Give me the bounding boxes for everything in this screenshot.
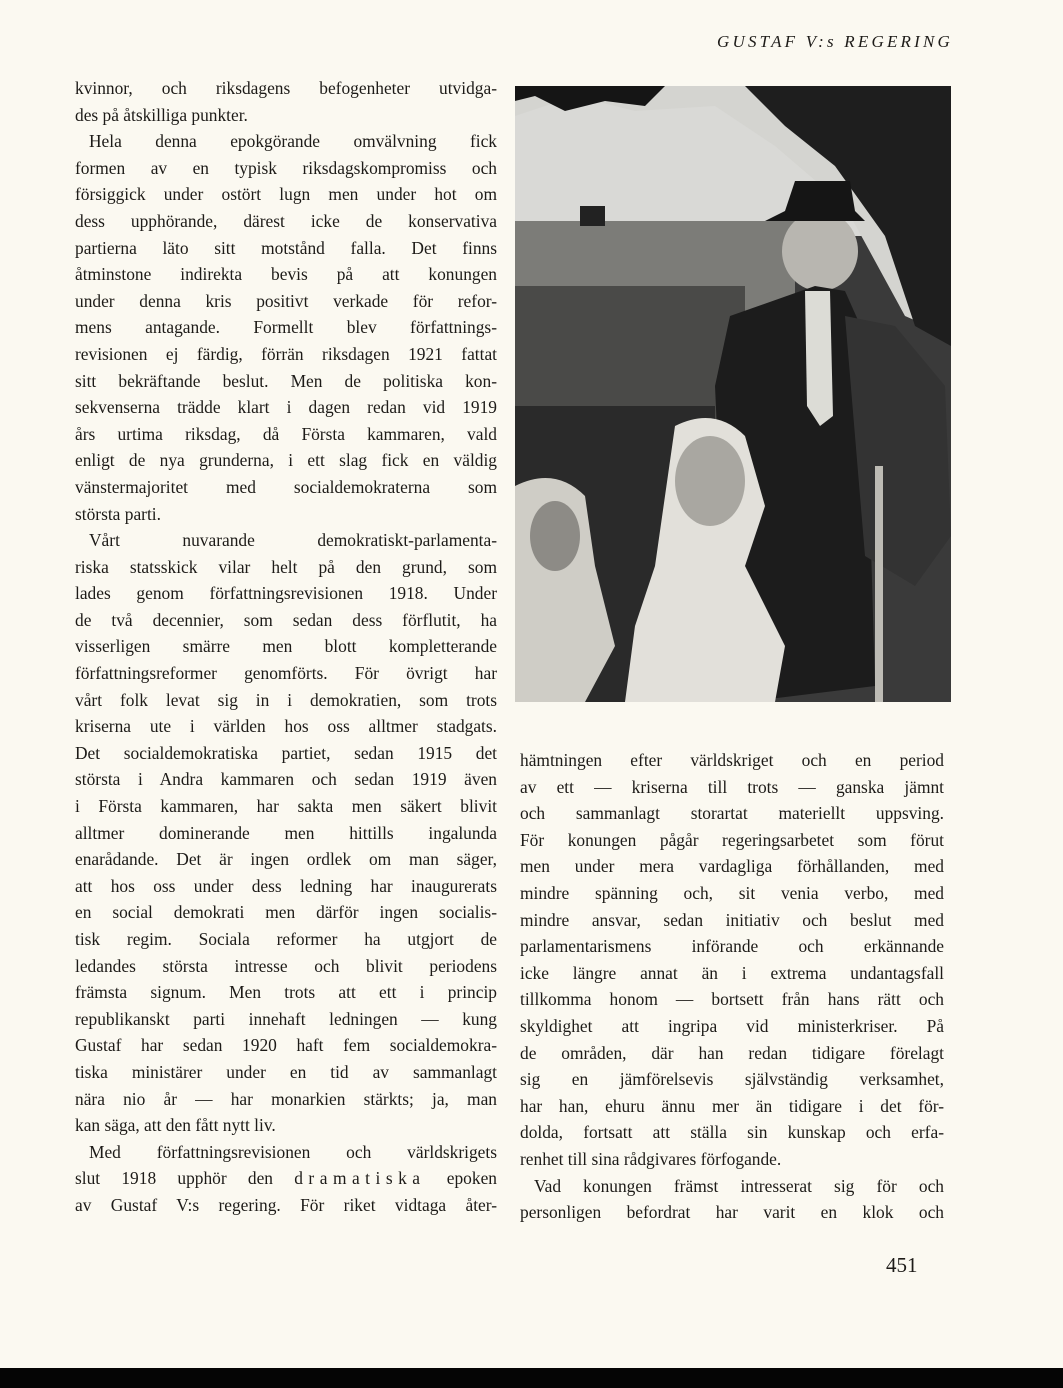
text-line: lades genom författningsrevisionen 1918. Under [75,583,497,604]
right-text-column [520,747,944,1226]
text-line: skyldighet att ingripa vid ministerkriser. På [520,1015,944,1036]
text-line: personligen befordrat har varit en klok och [520,1202,944,1223]
text-line: men under mera vardagliga förhållanden, med [520,856,944,877]
text-line: enligt de nya grunderna, i ett slag fick en väldig [75,450,497,471]
text-line: revisionen ej färdig, förrän riksdagen 1921 fattat [75,343,497,364]
text-line: sekvenserna trädde klart i dagen redan vid 1919 [75,397,497,418]
text-line: alltmer dominerande men hittills ingalunda [75,822,497,843]
text-line: och sammanlagt storartat materiellt uppsving. [520,803,944,824]
text-line: sig en jämförelsevis självständig verksamhet, [520,1069,944,1090]
text-line: des på åtskilliga punkter. [75,104,248,125]
text-line: tillkomma honom — bortsett från hans rätt och [520,989,944,1010]
text-line: försiggick under ostört lugn men under hot om [75,184,497,205]
text-line: kan säga, att den fått nytt liv. [75,1115,276,1136]
text-line: formen av en typisk riksdagskompromiss och [75,157,497,178]
text-line: under denna kris positivt verkade för refor- [75,290,497,311]
text-line: Det socialdemokratiska partiet, sedan 1915 det [75,742,497,763]
text-line: Vårt nuvarande demokratiskt-parlamenta- [89,530,497,551]
text-line: För konungen pågår regeringsarbetet som förut [520,829,944,850]
text-line: de två decennier, som sedan dess förflutit, ha [75,609,497,630]
text-line: partierna läto sitt motstånd falla. Det finns [75,237,497,258]
text-line: av Gustaf V:s regering. För riket vidtaga åter- [75,1194,497,1215]
text-line: kvinnor, och riksdagens befogenheter utvidga- [75,78,497,98]
text-fragment: epoken [425,1168,497,1189]
text-line: mindre spänning och, sit venia verbo, med [520,882,944,903]
text-line: författningsreformer genomförts. För övrigt har [75,663,497,684]
text-line: mindre ansvar, sedan initiativ och beslut med [520,909,944,930]
text-line: vårt folk levat sig in i demokratien, som trots [75,689,497,710]
text-line: Gustaf har sedan 1920 haft fem socialdemokra- [75,1035,497,1056]
text-line: kriserna ute i världen hos oss alltmer stadgats. [75,716,497,737]
running-head: GUSTAF V:s REGERING [717,32,953,51]
photograph-king-with-children [515,86,951,702]
text-line: ledandes största intresse och blivit periodens [75,955,497,976]
text-line: renhet till sina rådgivares förfogande. [520,1148,782,1169]
text-line: Vad konungen främst intresserat sig för och [534,1175,944,1196]
text-line: republikanskt parti innehaft ledningen — kung [75,1008,497,1029]
text-line: mens antagande. Formellt blev författnings- [75,317,497,338]
text-line: hämtningen efter världskriget och en period [520,750,944,770]
text-line: sitt bekräftande beslut. Men de politiska kon- [75,370,497,391]
text-line: riska statsskick vilar helt på den grund, som [75,556,497,577]
text-line: års urtima riksdag, då Första kammaren, vald [75,423,497,444]
text-fragment: slut 1918 upphör den [75,1168,295,1189]
letterspaced-word: dramatiska [294,1168,426,1189]
text-line: nära nio år — har monarkien stärkts; ja, man [75,1088,497,1109]
text-line: dolda, fortsatt att ställa sin kunskap och erfa- [520,1122,944,1143]
text-line: de områden, där han redan tidigare förelagt [520,1042,944,1063]
left-text-column [75,75,497,1219]
text-line: parlamentarismens införande och erkännande [520,936,944,957]
page-number: 451 [886,1253,918,1277]
scan-border [0,1368,1063,1388]
text-line: har han, ehuru ännu mer än tidigare i det för- [520,1095,944,1116]
text-line: Hela denna epokgörande omvälvning fick [89,131,497,152]
text-line: främsta signum. Men trots att ett i princip [75,982,497,1003]
text-line: i Första kammaren, har sakta men säkert blivit [75,796,497,817]
text-line: tisk regim. Sociala reformer ha utgjort de [75,929,497,949]
text-line: största parti. [75,503,161,524]
text-line: vänstermajoritet med socialdemokraterna som [75,476,497,497]
text-line: visserligen smärre men blott kompletterande [75,636,497,657]
text-line: Med författningsrevisionen och världskrigets [89,1141,497,1162]
text-line [75,1165,497,1192]
text-line: av ett — kriserna till trots — ganska jämnt [520,776,944,797]
text-line: en social demokrati men därför ingen socialis- [75,902,497,923]
text-line: dess upphörande, därest icke de konservativa [75,210,497,231]
text-line: icke längre annat än i extrema undantagsfall [520,962,944,983]
text-line: största i Andra kammaren och sedan 1919 även [75,769,497,790]
text-line: att hos oss under dess ledning har inaugurerats [75,875,497,896]
text-line: enarådande. Det är ingen ordlek om man säger, [75,849,497,870]
text-line: åtminstone indirekta bevis på att konungen [75,264,497,285]
text-line: tiska ministärer under en tid av sammanlagt [75,1061,497,1082]
